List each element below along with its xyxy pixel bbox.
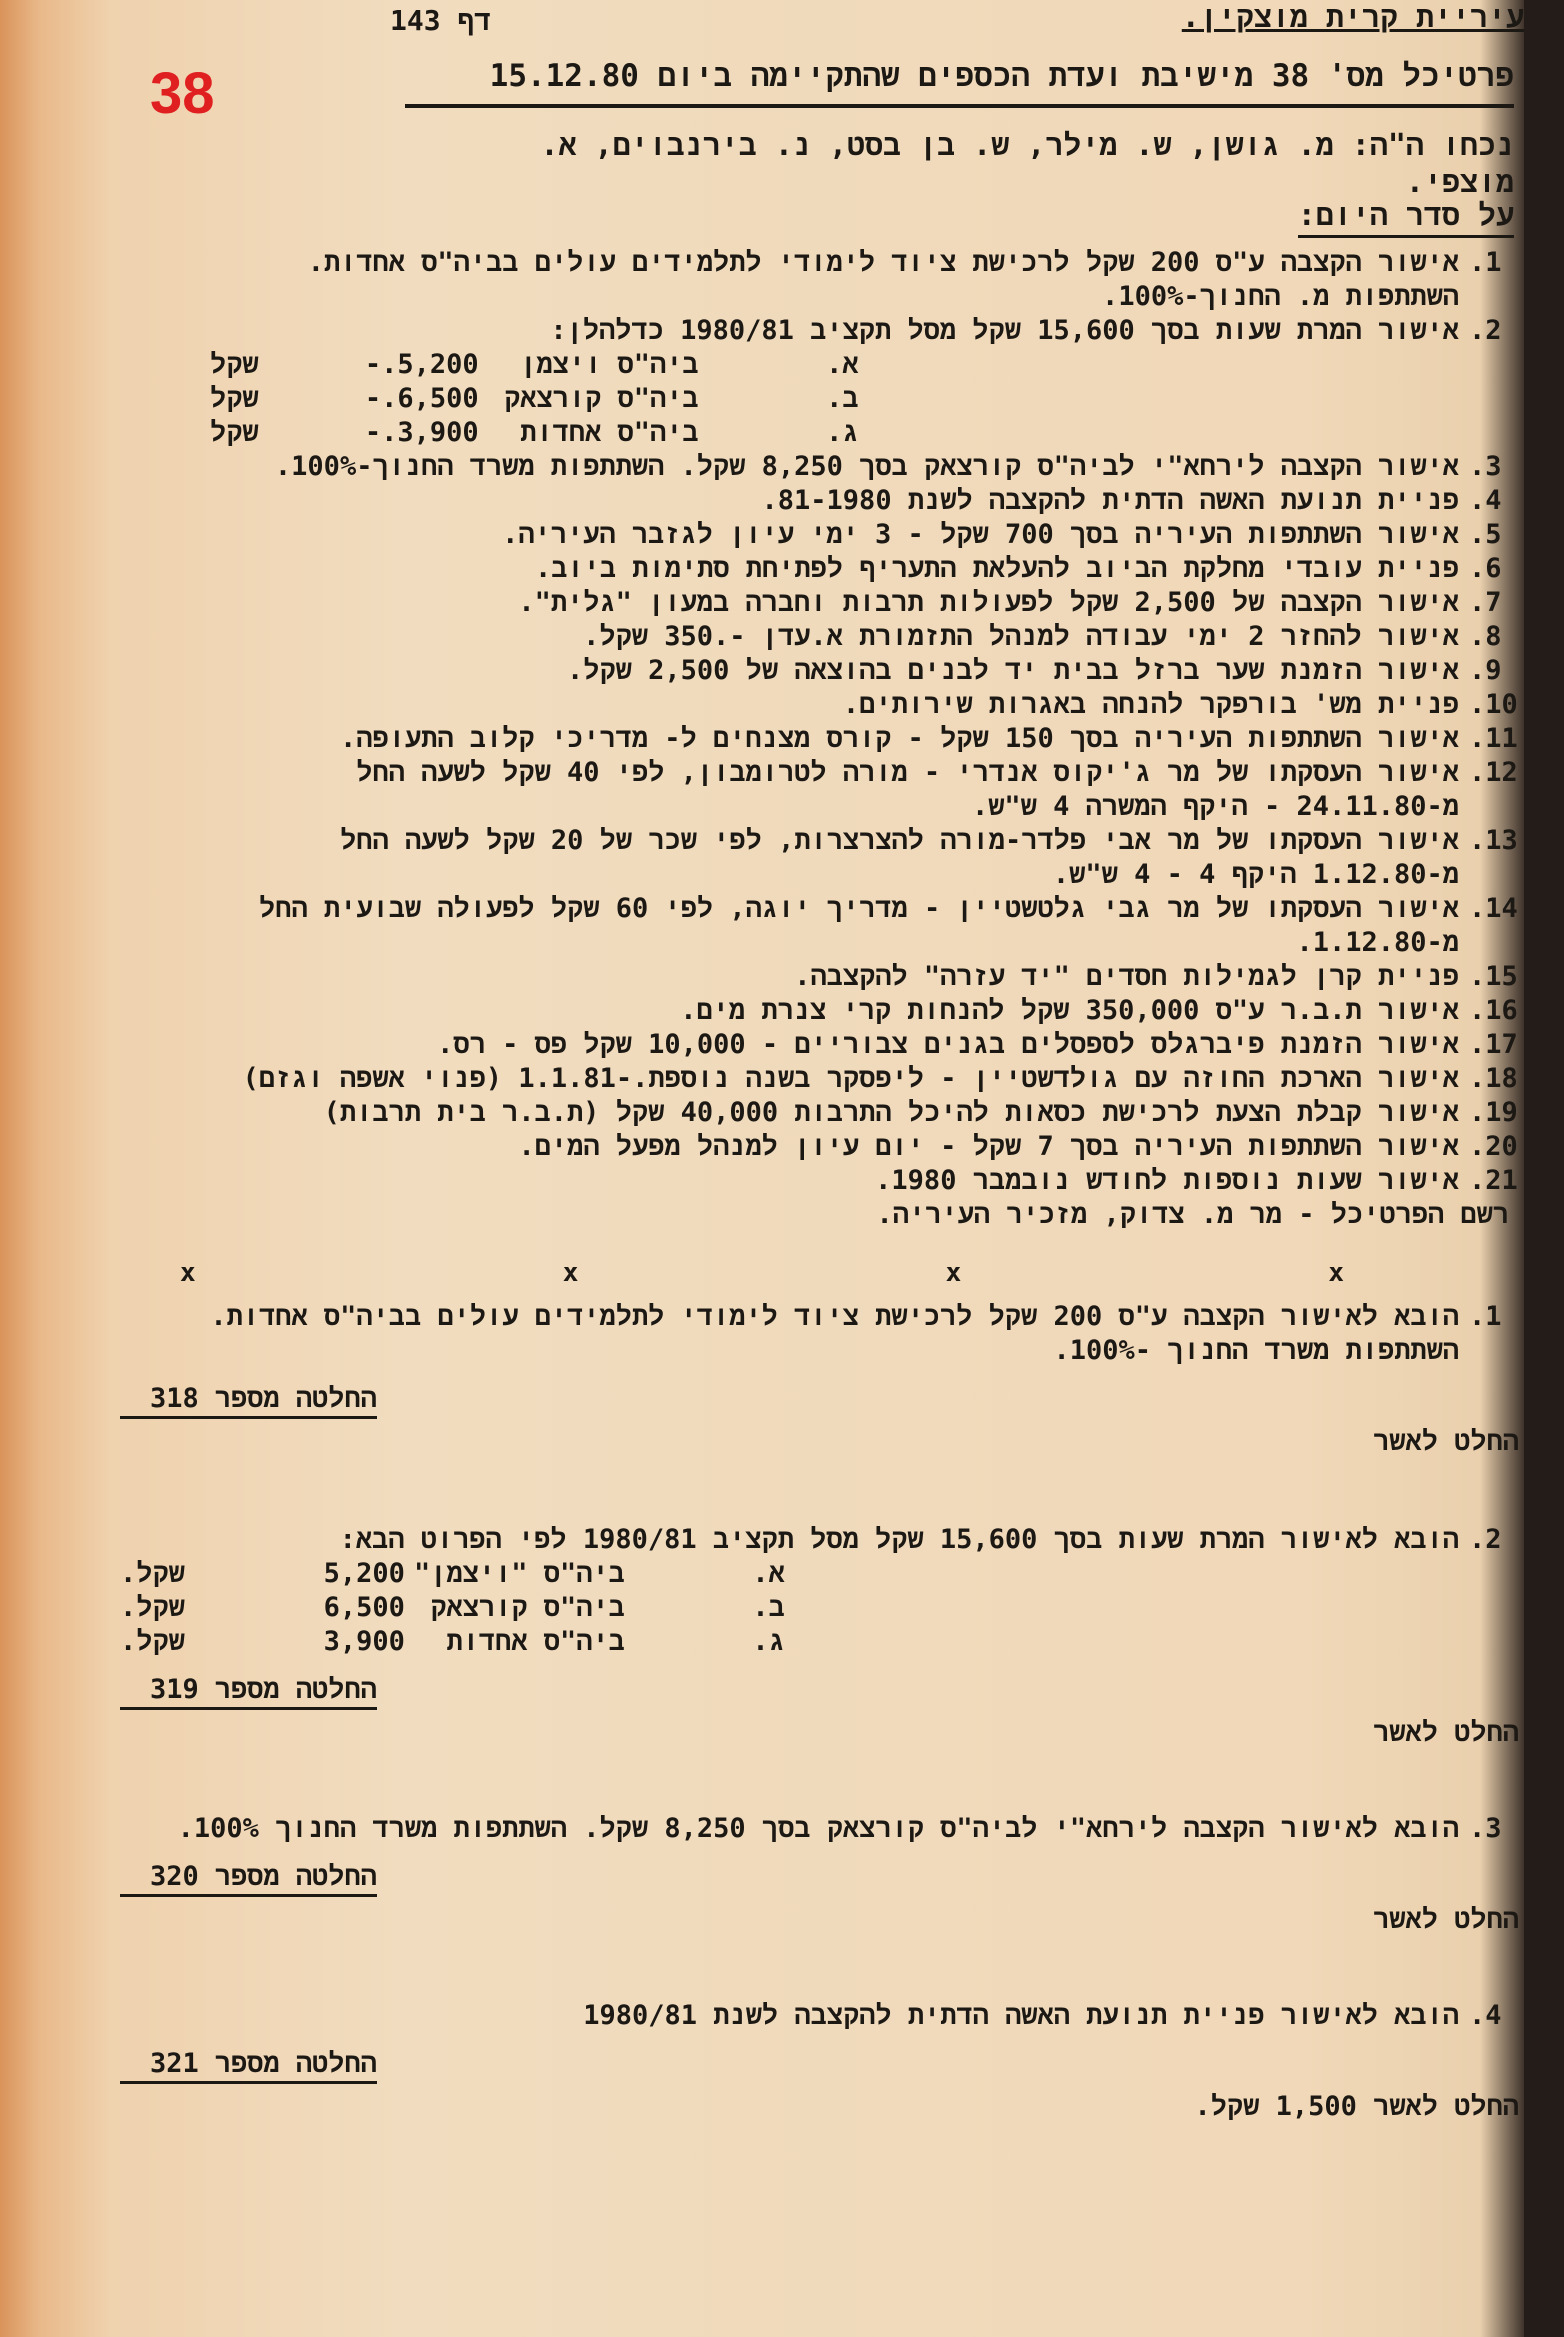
resolution-number xyxy=(120,1673,377,1710)
separator-marks xyxy=(180,1258,1344,1288)
decision-subitem xyxy=(120,1557,1519,1591)
agenda-item-text: אישור העסקתו של מר גבי גלטשטיין - מדריך יוגה, לפי 60 שקל לפעולה שבועית החל מ-1.12.80. xyxy=(259,893,1459,958)
resolution-value: 318 xyxy=(150,1383,199,1414)
subitem-letter: א. xyxy=(752,1558,785,1589)
subitem-amount: 3,900.- xyxy=(364,417,479,448)
recorder-line xyxy=(210,1198,1519,1232)
resolution-number xyxy=(120,1860,377,1897)
agenda-item xyxy=(210,518,1519,552)
decisions-section xyxy=(120,1300,1519,2124)
decision-spacer xyxy=(120,1937,1519,1999)
agenda-item-text: אישור השתתפות העיריה בסך 7 שקל - יום עיון למנהל מפעל המים. xyxy=(518,1131,1459,1162)
agenda-item xyxy=(210,484,1519,518)
agenda-item xyxy=(210,314,1519,348)
binding-edge xyxy=(1524,0,1564,2337)
agenda-item-number: 7. xyxy=(1469,587,1502,618)
agenda-item-text: אישור ת.ב.ר ע"ס 350,000 שקל להנחות קרי צנרת מים. xyxy=(680,995,1459,1026)
agenda-item xyxy=(210,1096,1519,1130)
subitem-amount: 5,200.- xyxy=(364,349,479,380)
agenda-item-text: פניית מש' בורפקר להנחה באגרות שירותים. xyxy=(842,689,1459,720)
agenda-item xyxy=(210,1130,1519,1164)
resolution-outcome: החלט לאשר xyxy=(1373,1904,1519,1935)
decision-subitem xyxy=(120,1625,1519,1659)
separator-mark: x xyxy=(180,1258,196,1288)
agenda-item-text: אישור הקצבה לירחא"י לביה"ס קורצאק בסך 8,250 שקל. השתתפות משרד החנוך-100%. xyxy=(274,451,1459,482)
agenda-item-number: 18. xyxy=(1469,1063,1518,1094)
resolution-outcome: החלט לאשר xyxy=(1373,1717,1519,1748)
subitem-amount: 5,200 xyxy=(323,1558,405,1589)
agenda-item-text: אישור השתתפות העיריה בסך 150 שקל - קורס מצנחים ל- מדריכי קלוב התעופה. xyxy=(340,723,1459,754)
agenda-item-number: 14. xyxy=(1469,893,1518,924)
decision-item xyxy=(120,1523,1519,1557)
agenda-item-number: 13. xyxy=(1469,825,1518,856)
agenda-item xyxy=(210,586,1519,620)
resolution-value: 319 xyxy=(150,1674,199,1705)
subitem-name: ביה"ס ויצמן xyxy=(520,349,699,380)
resolution-outcome: החלט לאשר 1,500 שקל. xyxy=(1194,2091,1519,2122)
agenda-item-number: 20. xyxy=(1469,1131,1518,1162)
agenda-item-number: 10. xyxy=(1469,689,1518,720)
resolution-label: החלטה מספר xyxy=(214,1861,377,1892)
agenda-item xyxy=(210,1062,1519,1096)
agenda-item-text: פניית תנועת האשה הדתית להקצבה לשנת 81-1980. xyxy=(761,485,1459,516)
resolution-number-line xyxy=(120,1673,1519,1710)
agenda-item xyxy=(210,994,1519,1028)
subitem-letter: ב. xyxy=(826,383,859,414)
subitem-unit: שקל. xyxy=(120,1592,185,1623)
agenda-item xyxy=(210,756,1519,824)
agenda-item xyxy=(210,722,1519,756)
decision-spacer xyxy=(120,1750,1519,1812)
resolution-number xyxy=(120,2047,377,2084)
agenda-item-number: 9. xyxy=(1469,655,1502,686)
resolution-label: החלטה מספר xyxy=(214,2048,377,2079)
agenda-item-text: אישור העסקתו של מר אבי פלדר-מורה להצרצרות, לפי שכר של 20 שקל לשעה החל מ-1.12.80 היקף 4 - 4 ש"ש. xyxy=(340,825,1459,890)
agenda-item-text: אישור הזמנת שער ברזל בבית יד לבנים בהוצאה של 2,500 שקל. xyxy=(567,655,1459,686)
agenda-heading: על סדר היום: xyxy=(1298,198,1514,238)
recorder-text: רשם הפרטיכל - מר מ. צדוק, מזכיר העיריה. xyxy=(876,1199,1509,1230)
agenda-item xyxy=(210,246,1519,314)
decision-item xyxy=(120,1999,1519,2033)
folio-number: דף 143 xyxy=(390,4,492,37)
resolution-number-line xyxy=(120,1382,1519,1419)
agenda-item xyxy=(210,892,1519,960)
handwritten-page-number: 38 xyxy=(150,61,215,126)
agenda-item-text: אישור העסקתו של מר ג'יקוס אנדרי - מורה לטרומבון, לפי 40 שקל לשעה החל מ-24.11.80 - היקף המשרה 4 ש"ש. xyxy=(356,757,1459,822)
decision-text: הובא לאישור הקצבה לירחא"י לביה"ס קורצאק בסך 8,250 שקל. השתתפות משרד החנוך 100%. xyxy=(177,1813,1459,1844)
agenda-subitem xyxy=(210,382,1519,416)
agenda-item-number: 17. xyxy=(1469,1029,1518,1060)
agenda-item xyxy=(210,960,1519,994)
subitem-unit: שקל xyxy=(210,417,259,448)
agenda-subitem xyxy=(210,416,1519,450)
subitem-name: ביה"ס קורצאק xyxy=(504,383,699,414)
agenda-item-text: פניית עובדי מחלקת הביוב להעלאת התעריף לפתיחת סתימות ביוב. xyxy=(534,553,1459,584)
resolution-value: 320 xyxy=(150,1861,199,1892)
resolution-number-line xyxy=(120,2047,1519,2084)
decision-text: הובא לאישור הקצבה ע"ס 200 שקל לרכישת ציוד לימודי לתלמידים עולים בביה"ס אחדות. השתתפות משרד החנוך -100%. xyxy=(210,1301,1459,1366)
decision-block xyxy=(120,1812,1519,1937)
agenda-item-number: 12. xyxy=(1469,757,1518,788)
agenda-item xyxy=(210,620,1519,654)
agenda-item-number: 8. xyxy=(1469,621,1502,652)
agenda-item-text: אישור הארכת החוזה עם גולדשטיין - ליפסקר בשנה נוספת.-1.1.81 (פנוי אשפה וגזם) xyxy=(242,1063,1459,1094)
agenda-item-number: 1. xyxy=(1469,247,1502,278)
agenda-item-number: 4. xyxy=(1469,485,1502,516)
recorder-spacer xyxy=(210,1198,260,1232)
subitem-unit: שקל. xyxy=(120,1558,185,1589)
agenda-item-text: אישור המרת שעות בסך 15,600 שקל מסל תקציב 1980/81 כדלהלן: xyxy=(550,315,1459,346)
decision-number: 4. xyxy=(1469,2000,1502,2031)
agenda-item xyxy=(210,824,1519,892)
agenda-item-text: אישור הקצבה של 2,500 שקל לפעולות תרבות וחברה במעון "גלית". xyxy=(518,587,1459,618)
agenda-item-number: 15. xyxy=(1469,961,1518,992)
resolution-number xyxy=(120,1382,377,1419)
decision-number: 3. xyxy=(1469,1813,1502,1844)
subitem-letter: ג. xyxy=(826,417,859,448)
subitem-unit: שקל. xyxy=(120,1626,185,1657)
resolution-outcome: החלט לאשר xyxy=(1373,1426,1519,1457)
municipality-name: עיריית קרית מוצקין. xyxy=(1181,0,1524,35)
decision-number: 2. xyxy=(1469,1524,1502,1555)
agenda-item-number: 6. xyxy=(1469,553,1502,584)
agenda-item xyxy=(210,1164,1519,1198)
agenda-subitem xyxy=(210,348,1519,382)
agenda-item-text: אישור קבלת הצעת לרכישת כסאות להיכל התרבות 40,000 שקל (ת.ב.ר בית תרבות) xyxy=(323,1097,1459,1128)
subitem-unit: שקל xyxy=(210,349,259,380)
decision-item xyxy=(120,1812,1519,1846)
decision-text: הובא לאישור המרת שעות בסך 15,600 שקל מסל תקציב 1980/81 לפי הפרוט הבא: xyxy=(339,1524,1459,1555)
agenda-item-number: 11. xyxy=(1469,723,1518,754)
subitem-name: ביה"ס "ויצמן" xyxy=(414,1558,625,1589)
decision-block xyxy=(120,1999,1519,2124)
agenda-item-number: 2. xyxy=(1469,315,1502,346)
decision-text: הובא לאישור פניית תנועת האשה הדתית להקצבה לשנת 1980/81 xyxy=(583,2000,1459,2031)
subitem-name: ביה"ס קורצאק xyxy=(430,1592,625,1623)
agenda-item-text: אישור הקצבה ע"ס 200 שקל לרכישת ציוד לימודי לתלמידים עולים בביה"ס אחדות. השתתפות מ. החנוך-100%. xyxy=(307,247,1459,312)
resolution-label: החלטה מספר xyxy=(214,1383,377,1414)
attendees-line: נכחו ה"ה: מ. גושן, ש. מילר, ש. בן בסט, נ. בירנבוים, א. מוצפי. xyxy=(540,128,1514,200)
page-header xyxy=(380,0,1524,40)
agenda-item xyxy=(210,654,1519,688)
agenda-list xyxy=(210,246,1519,1232)
minutes-title: פרטיכל מס' 38 מישיבת ועדת הכספים שהתקיימה ביום 15.12.80 xyxy=(405,58,1514,108)
subitem-name: ביה"ס אחדות xyxy=(520,417,699,448)
decision-spacer xyxy=(120,1459,1519,1523)
separator-mark: x xyxy=(562,1258,579,1288)
decision-item xyxy=(120,1300,1519,1368)
separator-mark: x xyxy=(1328,1258,1344,1288)
decision-block xyxy=(120,1523,1519,1750)
agenda-item-number: 3. xyxy=(1469,451,1502,482)
subitem-letter: א. xyxy=(826,349,859,380)
subitem-unit: שקל xyxy=(210,383,259,414)
separator-mark: x xyxy=(945,1258,962,1288)
subitem-letter: ב. xyxy=(752,1592,785,1623)
agenda-item-number: 21. xyxy=(1469,1165,1518,1196)
agenda-item xyxy=(210,688,1519,722)
resolution-value: 321 xyxy=(150,2048,199,2079)
agenda-item-text: אישור הזמנת פיברגלס לספסלים בגנים צבוריים - 10,000 שקל פס - רס. xyxy=(437,1029,1459,1060)
subitem-amount: 3,900 xyxy=(323,1626,405,1657)
resolution-number-line xyxy=(120,1860,1519,1897)
agenda-item-number: 19. xyxy=(1469,1097,1518,1128)
agenda-item-text: אישור להחזר 2 ימי עבודה למנהל התזמורת א.עדן -.350 שקל. xyxy=(583,621,1459,652)
agenda-item xyxy=(210,552,1519,586)
agenda-item xyxy=(210,450,1519,484)
subitem-amount: 6,500.- xyxy=(364,383,479,414)
agenda-item-number: 16. xyxy=(1469,995,1518,1026)
agenda-item xyxy=(210,1028,1519,1062)
resolution-label: החלטה מספר xyxy=(214,1674,377,1705)
subitem-amount: 6,500 xyxy=(323,1592,405,1623)
agenda-item-text: אישור השתתפות העיריה בסך 700 שקל - 3 ימי עיון לגזבר העיריה. xyxy=(502,519,1459,550)
agenda-item-number: 5. xyxy=(1469,519,1502,550)
subitem-name: ביה"ס אחדות xyxy=(446,1626,625,1657)
agenda-item-text: פניית קרן לגמילות חסדים "יד עזרה" להקצבה. xyxy=(794,961,1459,992)
agenda-item-text: אישור שעות נוספות לחודש נובמבר 1980. xyxy=(875,1165,1459,1196)
decision-block xyxy=(120,1300,1519,1459)
decision-number: 1. xyxy=(1469,1301,1502,1332)
subitem-letter: ג. xyxy=(752,1626,785,1657)
decision-subitem xyxy=(120,1591,1519,1625)
